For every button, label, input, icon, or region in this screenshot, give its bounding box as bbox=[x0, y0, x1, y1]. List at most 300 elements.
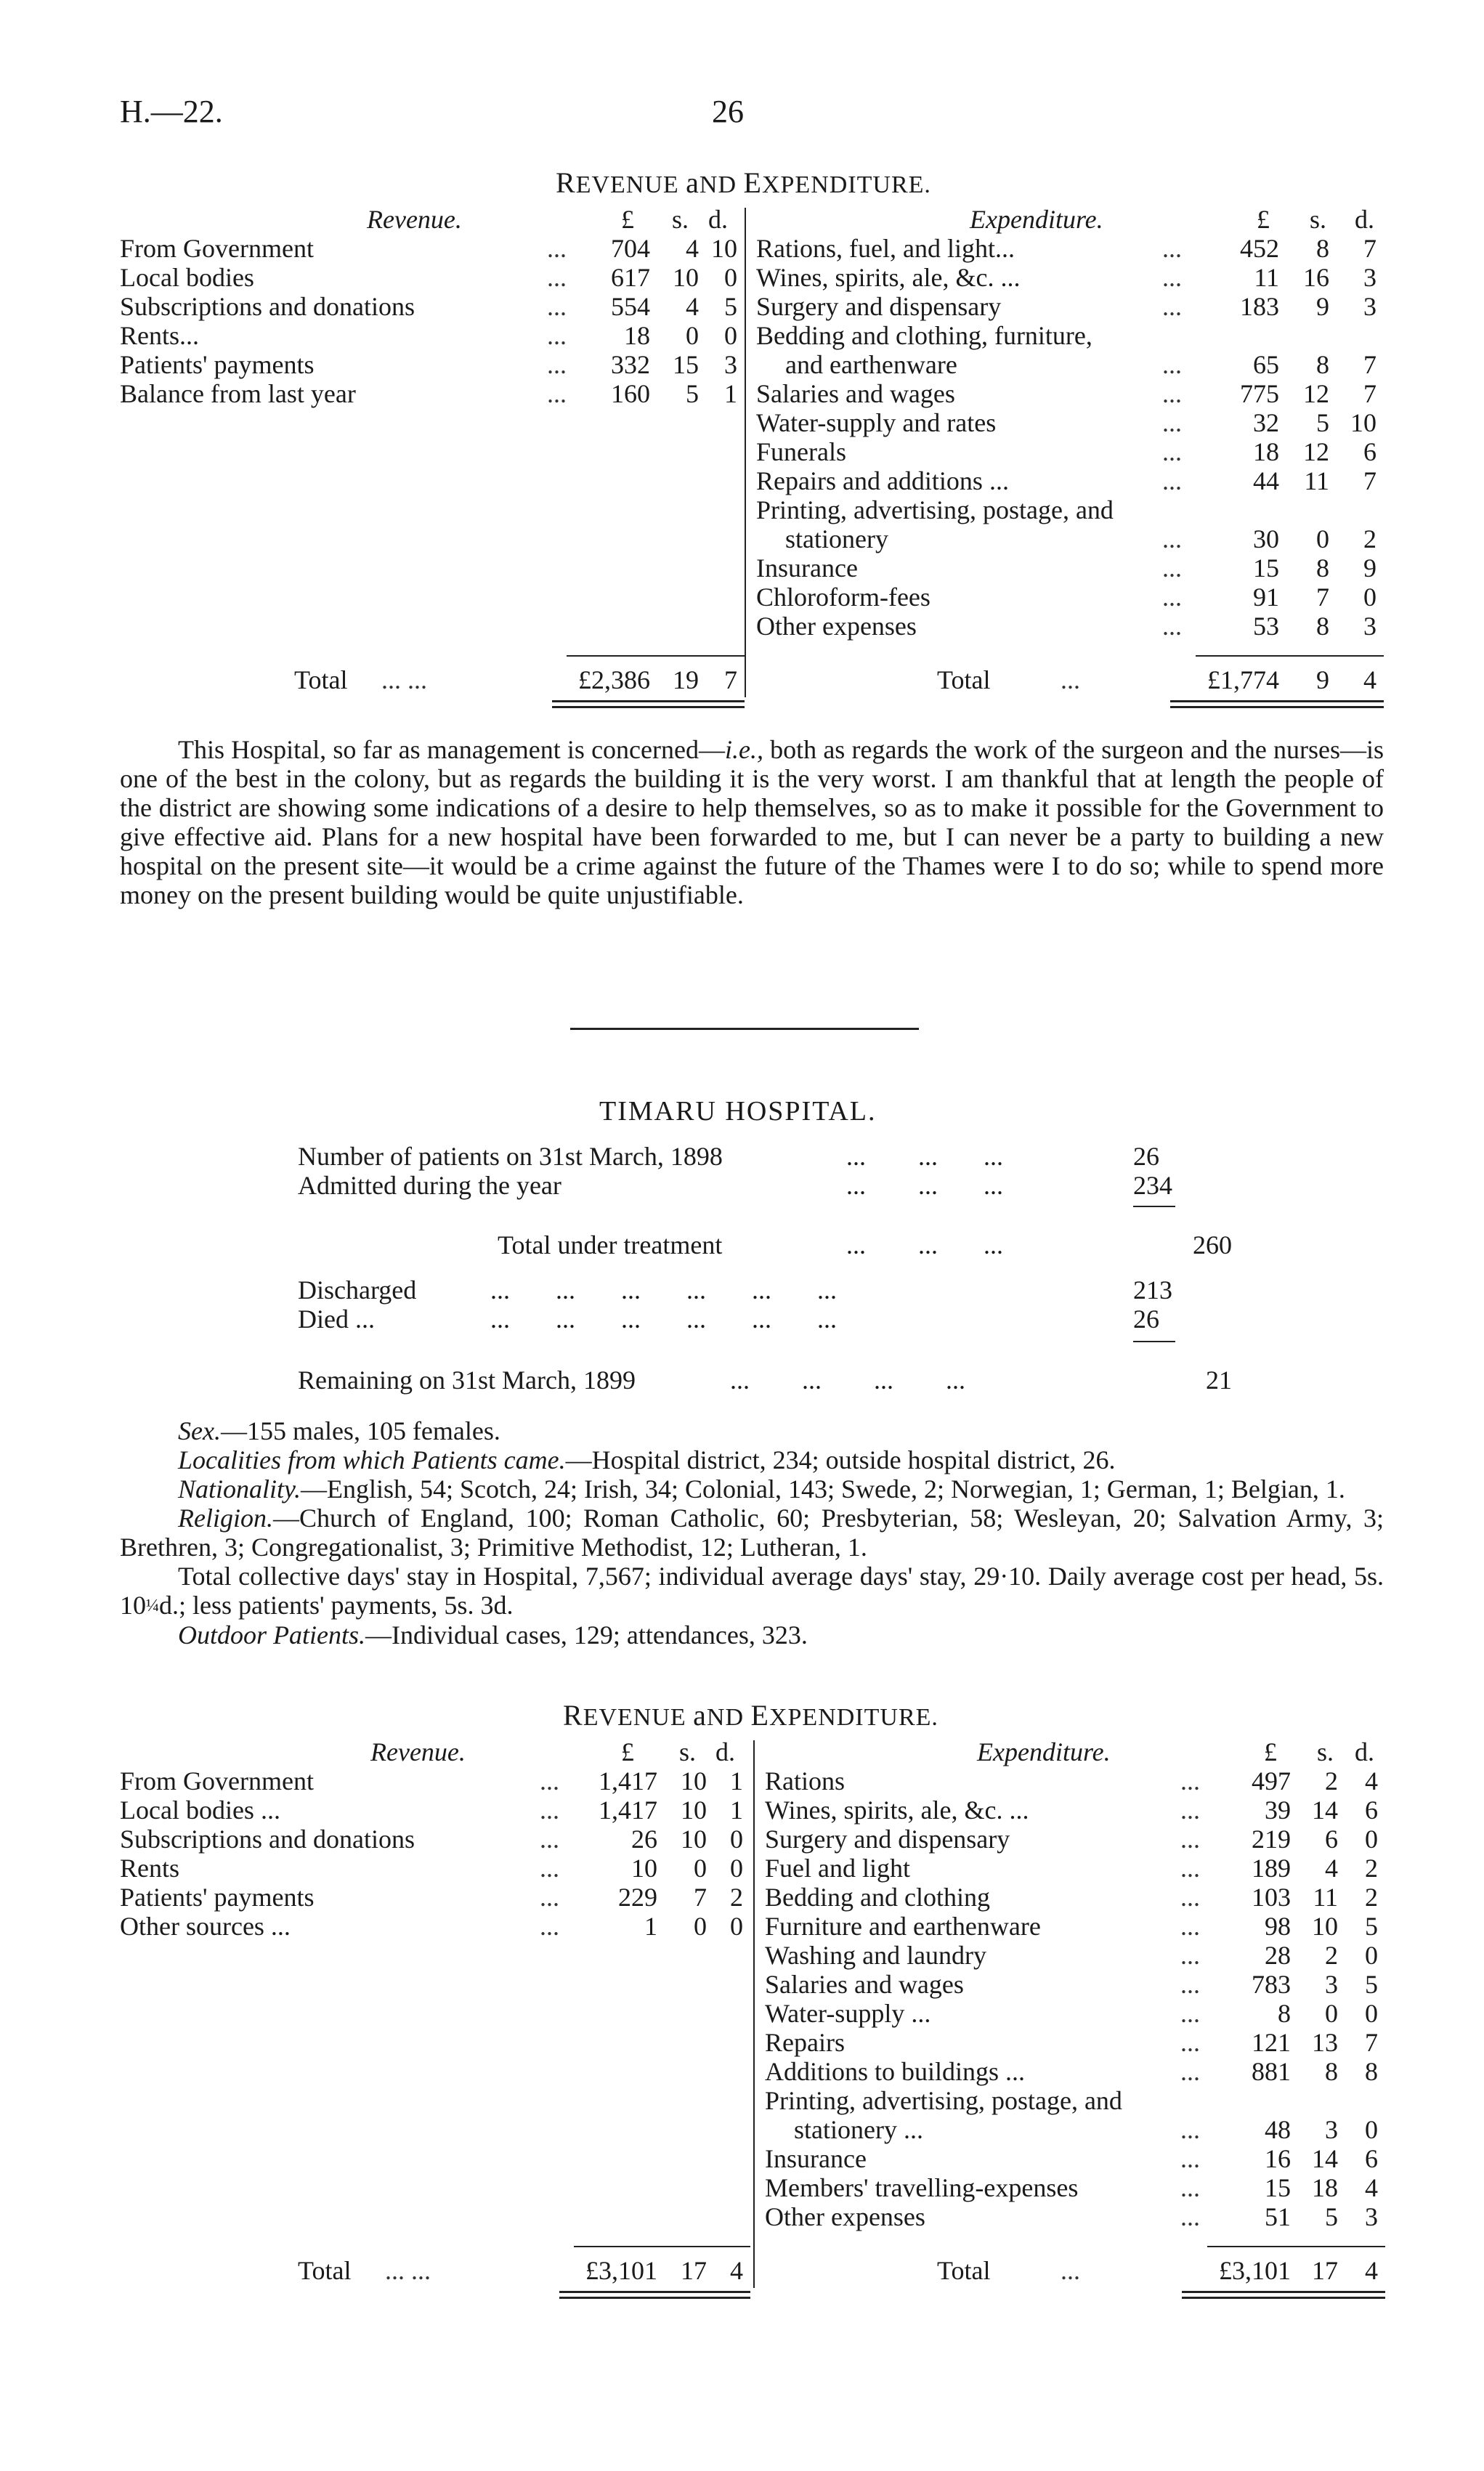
outdoor-label: Outdoor Patients. bbox=[178, 1620, 365, 1650]
revenue-label: From Government bbox=[120, 1766, 314, 1796]
leader-dots: ... ... bbox=[385, 2256, 431, 2285]
amount-pence: 6 bbox=[1363, 437, 1376, 466]
total-pounds: £3,101 bbox=[585, 2256, 657, 2285]
leader-dots: ... bbox=[1180, 2028, 1200, 2057]
outdoor-text: —Individual cases, 129; attendances, 323. bbox=[365, 1620, 808, 1650]
leader-dots: ... bbox=[1180, 2057, 1200, 2086]
amount-shillings: 5 bbox=[686, 379, 699, 408]
amount-shillings: 16 bbox=[1303, 263, 1329, 292]
expenditure-row bbox=[756, 612, 1384, 641]
amount-shillings: 12 bbox=[1303, 437, 1329, 466]
amount-shillings: 8 bbox=[1325, 2057, 1338, 2086]
amount-shillings: 8 bbox=[1316, 350, 1329, 379]
leader-dots: ... bbox=[540, 1912, 559, 1941]
leader-dots: ... bbox=[1162, 350, 1182, 379]
amount-shillings: 2 bbox=[1325, 1766, 1338, 1796]
leader-dots: ... ... bbox=[381, 665, 427, 694]
revenue-label: From Government bbox=[120, 234, 314, 263]
expenditure-row bbox=[765, 1941, 1384, 1970]
expenditure-label: and earthenware bbox=[785, 350, 957, 379]
amount-pounds: 39 bbox=[1265, 1796, 1291, 1825]
expenditure-row bbox=[756, 234, 1384, 263]
expenditure-label: Chloroform-fees bbox=[756, 583, 930, 612]
leader-dots: ... bbox=[1180, 1796, 1200, 1825]
double-rule bbox=[1182, 2291, 1385, 2293]
amount-pounds: 103 bbox=[1252, 1883, 1291, 1912]
amount-pence: 0 bbox=[724, 321, 737, 350]
amount-pence: 5 bbox=[724, 292, 737, 321]
leader-dots: ... bbox=[547, 292, 567, 321]
amount-shillings: 10 bbox=[1312, 1912, 1338, 1941]
amount-shillings: 8 bbox=[1316, 553, 1329, 583]
heading-text: REVENUE aND EXPENDITURE. bbox=[563, 1699, 938, 1732]
total-pence: 4 bbox=[1363, 665, 1376, 694]
amount-pounds: 183 bbox=[1240, 292, 1279, 321]
amount-shillings: 12 bbox=[1303, 379, 1329, 408]
nationality-label: Nationality. bbox=[178, 1474, 301, 1504]
discharged-label: Discharged bbox=[298, 1275, 417, 1305]
patients-1898-label: Number of patients on 31st March, 1898 bbox=[298, 1142, 723, 1171]
amount-pence: 3 bbox=[1363, 263, 1376, 292]
patient-statistics: Number of patients on 31st March, 1898 ... ... ... 26 Admitted during the year ... ... ... 234 bbox=[298, 1142, 1172, 1200]
amount-shillings: 3 bbox=[1325, 1970, 1338, 1999]
leader-dots: ... bbox=[1061, 2256, 1080, 2285]
expenditure-label: Water-supply ... bbox=[765, 1999, 931, 2028]
total-label: Total bbox=[937, 665, 991, 694]
section-divider bbox=[570, 1028, 919, 1030]
page-reference: H.—22. bbox=[120, 94, 223, 129]
amount-pence: 7 bbox=[1363, 466, 1376, 495]
leader-dots: ... bbox=[1180, 2202, 1200, 2231]
expenditure-row bbox=[765, 2028, 1384, 2057]
amount-pounds: 219 bbox=[1252, 1825, 1291, 1854]
expenditure-row bbox=[756, 437, 1384, 466]
leader-dots: ... bbox=[1162, 612, 1182, 641]
total-pence: 4 bbox=[730, 2256, 743, 2285]
admitted-label: Admitted during the year bbox=[298, 1171, 561, 1200]
died-label: Died ... bbox=[298, 1305, 375, 1334]
commentary-part1: This Hospital, so far as management is concerned— bbox=[178, 735, 725, 764]
expenditure-label: Rations bbox=[765, 1766, 846, 1796]
leader-dots: ... bbox=[1180, 1999, 1200, 2028]
amount-pence: 3 bbox=[1363, 612, 1376, 641]
leader-dots: ... bbox=[1162, 379, 1182, 408]
revenue-label: Rents bbox=[120, 1854, 180, 1883]
expenditure-label: Members' travelling-expenses bbox=[765, 2173, 1079, 2202]
expenditure-label: Other expenses bbox=[756, 612, 917, 641]
amount-pence: 3 bbox=[724, 350, 737, 379]
expenditure-row bbox=[756, 379, 1384, 408]
total-rule bbox=[1207, 2246, 1385, 2247]
died-value: 26 bbox=[1133, 1305, 1159, 1334]
amount-pounds: 1 bbox=[644, 1912, 657, 1941]
expenditure-row bbox=[765, 1883, 1384, 1912]
amount-pence: 1 bbox=[724, 379, 737, 408]
leader-dots: ... bbox=[1162, 553, 1182, 583]
expenditure-label: Wines, spirits, ale, &c. ... bbox=[765, 1796, 1029, 1825]
amount-shillings: 4 bbox=[1325, 1854, 1338, 1883]
commentary-paragraph bbox=[120, 735, 1384, 909]
amount-pence: 7 bbox=[1365, 2028, 1378, 2057]
double-rule bbox=[559, 2297, 750, 2299]
revenue-row bbox=[120, 1766, 753, 1796]
revenue-row bbox=[120, 350, 745, 379]
expenditure-row bbox=[756, 321, 1384, 350]
financial-table-2 bbox=[120, 1737, 1384, 2333]
leader-dots: ... bbox=[1061, 665, 1080, 694]
amount-pounds: 10 bbox=[631, 1854, 657, 1883]
expenditure-label: Furniture and earthenware bbox=[765, 1912, 1041, 1941]
rule bbox=[1133, 1206, 1175, 1207]
leader-dots: ... bbox=[547, 321, 567, 350]
expenditure-label: Salaries and wages bbox=[765, 1970, 964, 1999]
amount-pence: 0 bbox=[730, 1854, 743, 1883]
nationality-text: —English, 54; Scotch, 24; Irish, 34; Colonial, 143; Swede, 2; Norwegian, 1; German, 1; Belgian, 1. bbox=[301, 1474, 1345, 1504]
revenue-row bbox=[120, 321, 745, 350]
total-shillings: 19 bbox=[673, 665, 699, 694]
amount-pounds: 121 bbox=[1252, 2028, 1291, 2057]
rule bbox=[1133, 1341, 1175, 1342]
column-divider bbox=[745, 208, 746, 697]
leader-dots: ... bbox=[1162, 234, 1182, 263]
amount-pounds: 229 bbox=[618, 1883, 657, 1912]
amount-pounds: 452 bbox=[1240, 234, 1279, 263]
amount-pounds: 8 bbox=[1278, 1999, 1291, 2028]
expenditure-label: Wines, spirits, ale, &c. ... bbox=[756, 263, 1021, 292]
leader-dots: ... bbox=[1162, 408, 1182, 437]
revenue-row bbox=[120, 1825, 753, 1854]
amount-pounds: 28 bbox=[1265, 1941, 1291, 1970]
commentary-part2: both as regards the work of the surgeon and the nurses—is one of the best in the colony, but as regards the building it is the very worst. I am thankful that at length the people of the district are showing some indications of a desire to help themselves, so as to make it possible for the Government to give effective aid. Plans for a new hospital have been forwarded to me, but I can never be a party to building a new hospital on the present site—it would be a crime against the future of the Thames were I to do so; while to spend more money on the present building would be quite unjustifiable. bbox=[120, 735, 1384, 909]
col-pence: d. bbox=[1355, 1737, 1374, 1766]
amount-pence: 6 bbox=[1365, 2144, 1378, 2173]
revenue-row bbox=[120, 1854, 753, 1883]
leader-dots: ... bbox=[1180, 1766, 1200, 1796]
col-shillings: s. bbox=[1317, 1737, 1334, 1766]
expenditure-label: Repairs bbox=[765, 2028, 845, 2057]
amount-pounds: 48 bbox=[1265, 2115, 1291, 2144]
total-pence: 4 bbox=[1365, 2256, 1378, 2285]
amount-pence: 0 bbox=[724, 263, 737, 292]
localities-label: Localities from which Patients came. bbox=[178, 1445, 566, 1474]
total-rule bbox=[567, 655, 745, 657]
admitted-value: 234 bbox=[1133, 1171, 1172, 1200]
page-number: 26 bbox=[712, 94, 744, 129]
amount-pounds: 11 bbox=[1254, 263, 1279, 292]
total-shillings: 17 bbox=[1312, 2256, 1338, 2285]
revenue-row bbox=[120, 234, 745, 263]
col-shillings: s. bbox=[1310, 205, 1327, 234]
expenditure-total-row bbox=[120, 665, 1384, 694]
expenditure-label: Bedding and clothing bbox=[765, 1883, 990, 1912]
amount-pounds: 18 bbox=[624, 321, 650, 350]
financial-table-1 bbox=[120, 205, 1384, 728]
leader-dots: ... bbox=[540, 1796, 559, 1825]
amount-shillings: 6 bbox=[1325, 1825, 1338, 1854]
amount-pounds: 98 bbox=[1265, 1912, 1291, 1941]
expenditure-label: Additions to buildings ... bbox=[765, 2057, 1026, 2086]
discharge-statistics: Discharged ... ... ... ... ... ... 213 Died ... ... ... ... ... ... ... 26 bbox=[298, 1275, 1172, 1334]
total-under-treatment-row: Total under treatment ... ... ... 260 bbox=[498, 1230, 1232, 1259]
amount-pence: 4 bbox=[1365, 2173, 1378, 2202]
revenue-row bbox=[120, 1883, 753, 1912]
col-pence: d. bbox=[715, 1737, 735, 1766]
column-divider bbox=[753, 1740, 755, 2288]
expenditure-row bbox=[756, 553, 1384, 583]
total-pence: 7 bbox=[724, 665, 737, 694]
expenditure-header: Expenditure. bbox=[977, 1737, 1111, 1766]
heading-text: REVENUE aND EXPENDITURE. bbox=[556, 166, 931, 199]
religion-text: —Church of England, 100; Roman Catholic, 60; Presbyterian, 58; Wesleyan, 20; Salvation Army, 3; Brethren, 3; Congregationalist, 3; Primitive Methodist, 12; Lutheran, 1. bbox=[120, 1504, 1384, 1562]
leader-dots: ... bbox=[540, 1883, 559, 1912]
revenue-label: Patients' payments bbox=[120, 1883, 315, 1912]
amount-shillings: 0 bbox=[1325, 1999, 1338, 2028]
amount-pence: 4 bbox=[1365, 1766, 1378, 1796]
amount-pence: 9 bbox=[1363, 553, 1376, 583]
remaining-row: Remaining on 31st March, 1899 ... ... ... ... 21 bbox=[298, 1366, 1232, 1395]
amount-pounds: 554 bbox=[611, 292, 650, 321]
amount-pounds: 32 bbox=[1253, 408, 1279, 437]
timaru-title: TIMARU HOSPITAL. bbox=[599, 1096, 877, 1127]
expenditure-row bbox=[765, 1854, 1384, 1883]
timaru-notes bbox=[120, 1416, 1384, 1650]
amount-pence: 7 bbox=[1363, 350, 1376, 379]
revenue-row bbox=[120, 1796, 753, 1825]
amount-pounds: 497 bbox=[1252, 1766, 1291, 1796]
expenditure-label: stationery bbox=[785, 524, 888, 553]
total-pounds: £2,386 bbox=[578, 665, 650, 694]
amount-pence: 10 bbox=[1350, 408, 1376, 437]
amount-pounds: 160 bbox=[611, 379, 650, 408]
double-rule bbox=[552, 706, 745, 708]
amount-pence: 1 bbox=[730, 1766, 743, 1796]
amount-pounds: 16 bbox=[1265, 2144, 1291, 2173]
amount-pence: 0 bbox=[1365, 1825, 1378, 1854]
expenditure-label: Bedding and clothing, furniture, bbox=[756, 321, 1092, 350]
amount-shillings: 8 bbox=[1316, 612, 1329, 641]
amount-pence: 5 bbox=[1365, 1912, 1378, 1941]
double-rule bbox=[1170, 706, 1384, 708]
amount-pence: 0 bbox=[1363, 583, 1376, 612]
discharged-value: 213 bbox=[1133, 1275, 1172, 1305]
amount-shillings: 3 bbox=[1325, 2115, 1338, 2144]
expenditure-label: Surgery and dispensary bbox=[756, 292, 1002, 321]
amount-pounds: 30 bbox=[1253, 524, 1279, 553]
amount-shillings: 13 bbox=[1312, 2028, 1338, 2057]
amount-shillings: 5 bbox=[1325, 2202, 1338, 2231]
stay-fraction: ¼ bbox=[146, 1596, 159, 1615]
col-pounds: £ bbox=[1264, 1737, 1277, 1766]
amount-shillings: 11 bbox=[1304, 466, 1329, 495]
total-treatment-label: Total under treatment bbox=[498, 1230, 723, 1259]
total-pounds: £1,774 bbox=[1207, 665, 1279, 694]
amount-pence: 10 bbox=[711, 234, 737, 263]
double-rule bbox=[1170, 700, 1384, 702]
leader-dots: ... bbox=[547, 263, 567, 292]
expenditure-row bbox=[765, 2202, 1384, 2231]
leader-dots: ... bbox=[1162, 583, 1182, 612]
amount-pounds: 53 bbox=[1253, 612, 1279, 641]
expenditure-label: Insurance bbox=[765, 2144, 867, 2173]
amount-pounds: 704 bbox=[611, 234, 650, 263]
amount-pounds: 18 bbox=[1253, 437, 1279, 466]
amount-pounds: 332 bbox=[611, 350, 650, 379]
amount-pence: 6 bbox=[1365, 1796, 1378, 1825]
leader-dots: ... bbox=[540, 1766, 559, 1796]
double-rule bbox=[1182, 2297, 1385, 2299]
leader-dots: ... bbox=[547, 234, 567, 263]
leader-dots: ... bbox=[1180, 2115, 1200, 2144]
leader-dots: ... bbox=[1162, 524, 1182, 553]
expenditure-row bbox=[765, 2057, 1384, 2086]
amount-pence: 8 bbox=[1365, 2057, 1378, 2086]
amount-shillings: 14 bbox=[1312, 2144, 1338, 2173]
sex-text: —155 males, 105 females. bbox=[220, 1416, 500, 1445]
expenditure-label: stationery ... bbox=[794, 2115, 923, 2144]
expenditure-row bbox=[765, 1999, 1384, 2028]
amount-pounds: 1,417 bbox=[599, 1796, 657, 1825]
table1-heading bbox=[556, 166, 931, 200]
expenditure-label: Insurance bbox=[756, 553, 858, 583]
amount-shillings: 10 bbox=[673, 263, 699, 292]
amount-pounds: 617 bbox=[611, 263, 650, 292]
amount-pence: 5 bbox=[1365, 1970, 1378, 1999]
expenditure-row bbox=[756, 495, 1384, 524]
expenditure-label: Printing, advertising, postage, and bbox=[765, 2086, 1122, 2115]
amount-pounds: 26 bbox=[631, 1825, 657, 1854]
commentary-ie: i.e., bbox=[724, 735, 763, 764]
total-label: Total bbox=[294, 665, 348, 694]
sex-label: Sex. bbox=[178, 1416, 221, 1445]
leader-dots: ... bbox=[1180, 1941, 1200, 1970]
amount-shillings: 0 bbox=[694, 1854, 707, 1883]
amount-pounds: 783 bbox=[1252, 1970, 1291, 1999]
amount-pence: 0 bbox=[730, 1912, 743, 1941]
expenditure-row bbox=[765, 2115, 1384, 2144]
revenue-row bbox=[120, 292, 745, 321]
expenditure-label: Funerals bbox=[756, 437, 846, 466]
patients-1898-value: 26 bbox=[1133, 1142, 1159, 1171]
amount-pence: 2 bbox=[1365, 1883, 1378, 1912]
amount-shillings: 0 bbox=[1316, 524, 1329, 553]
amount-shillings: 14 bbox=[1312, 1796, 1338, 1825]
amount-shillings: 11 bbox=[1313, 1883, 1338, 1912]
col-shillings: s. bbox=[672, 205, 689, 234]
revenue-label: Other sources ... bbox=[120, 1912, 291, 1941]
expenditure-label: Repairs and additions ... bbox=[756, 466, 1009, 495]
amount-pence: 0 bbox=[1365, 1941, 1378, 1970]
leader-dots: ... bbox=[540, 1825, 559, 1854]
remaining-value: 21 bbox=[1206, 1366, 1232, 1395]
amount-shillings: 9 bbox=[1316, 292, 1329, 321]
religion-label: Religion. bbox=[178, 1504, 273, 1533]
expenditure-label: Other expenses bbox=[765, 2202, 925, 2231]
revenue-row bbox=[120, 379, 745, 408]
total-shillings: 17 bbox=[681, 2256, 707, 2285]
revenue-label: Balance from last year bbox=[120, 379, 356, 408]
localities-text: —Hospital district, 234; outside hospital district, 26. bbox=[565, 1445, 1116, 1474]
amount-shillings: 7 bbox=[1316, 583, 1329, 612]
revenue-row bbox=[120, 263, 745, 292]
leader-dots: ... bbox=[1162, 466, 1182, 495]
amount-shillings: 18 bbox=[1312, 2173, 1338, 2202]
leader-dots: ... bbox=[540, 1854, 559, 1883]
leader-dots: ... bbox=[1180, 1825, 1200, 1854]
leader-dots: ... bbox=[1162, 263, 1182, 292]
amount-pounds: 15 bbox=[1265, 2173, 1291, 2202]
expenditure-row bbox=[756, 583, 1384, 612]
leader-dots: ... bbox=[1180, 1883, 1200, 1912]
expenditure-row bbox=[756, 466, 1384, 495]
leader-dots: ... bbox=[547, 350, 567, 379]
amount-pounds: 51 bbox=[1265, 2202, 1291, 2231]
amount-shillings: 5 bbox=[1316, 408, 1329, 437]
total-label: Total bbox=[937, 2256, 991, 2285]
expenditure-label: Fuel and light bbox=[765, 1854, 910, 1883]
col-pence: d. bbox=[708, 205, 728, 234]
revenue-label: Patients' payments bbox=[120, 350, 315, 379]
amount-pounds: 1,417 bbox=[599, 1766, 657, 1796]
revenue-label: Local bodies ... bbox=[120, 1796, 280, 1825]
leader-dots: ... bbox=[1180, 1912, 1200, 1941]
expenditure-row bbox=[756, 263, 1384, 292]
amount-shillings: 2 bbox=[1325, 1941, 1338, 1970]
expenditure-label: Surgery and dispensary bbox=[765, 1825, 1010, 1854]
expenditure-row bbox=[765, 1796, 1384, 1825]
amount-shillings: 0 bbox=[686, 321, 699, 350]
revenue-label: Subscriptions and donations bbox=[120, 292, 415, 321]
col-shillings: s. bbox=[679, 1737, 697, 1766]
revenue-label: Local bodies bbox=[120, 263, 254, 292]
col-pounds: £ bbox=[621, 205, 634, 234]
expenditure-row bbox=[765, 1970, 1384, 1999]
amount-shillings: 10 bbox=[681, 1796, 707, 1825]
expenditure-total-row bbox=[120, 2256, 1384, 2285]
amount-pence: 3 bbox=[1363, 292, 1376, 321]
leader-dots: ... bbox=[1162, 292, 1182, 321]
col-pounds: £ bbox=[1257, 205, 1270, 234]
leader-dots: ... bbox=[1180, 1970, 1200, 1999]
amount-shillings: 0 bbox=[694, 1912, 707, 1941]
leader-dots: ... bbox=[547, 379, 567, 408]
expenditure-label: Printing, advertising, postage, and bbox=[756, 495, 1114, 524]
double-rule bbox=[552, 700, 745, 702]
col-pounds: £ bbox=[621, 1737, 634, 1766]
revenue-header: Revenue. bbox=[370, 1737, 466, 1766]
revenue-row bbox=[120, 1912, 753, 1941]
amount-shillings: 15 bbox=[673, 350, 699, 379]
expenditure-label: Rations, fuel, and light... bbox=[756, 234, 1015, 263]
expenditure-label: Washing and laundry bbox=[765, 1941, 987, 1970]
table2-heading bbox=[563, 1698, 938, 1732]
expenditure-row bbox=[765, 1766, 1384, 1796]
total-shillings: 9 bbox=[1316, 665, 1329, 694]
amount-pounds: 15 bbox=[1253, 553, 1279, 583]
total-label: Total bbox=[298, 2256, 352, 2285]
amount-pounds: 189 bbox=[1252, 1854, 1291, 1883]
expenditure-label: Water-supply and rates bbox=[756, 408, 997, 437]
amount-pounds: 91 bbox=[1253, 583, 1279, 612]
amount-shillings: 8 bbox=[1316, 234, 1329, 263]
amount-pence: 0 bbox=[1365, 2115, 1378, 2144]
amount-pence: 1 bbox=[730, 1796, 743, 1825]
amount-pence: 0 bbox=[1365, 1999, 1378, 2028]
amount-pence: 7 bbox=[1363, 234, 1376, 263]
amount-shillings: 10 bbox=[681, 1766, 707, 1796]
expenditure-header: Expenditure. bbox=[970, 205, 1103, 234]
amount-pence: 2 bbox=[730, 1883, 743, 1912]
col-pence: d. bbox=[1355, 205, 1374, 234]
